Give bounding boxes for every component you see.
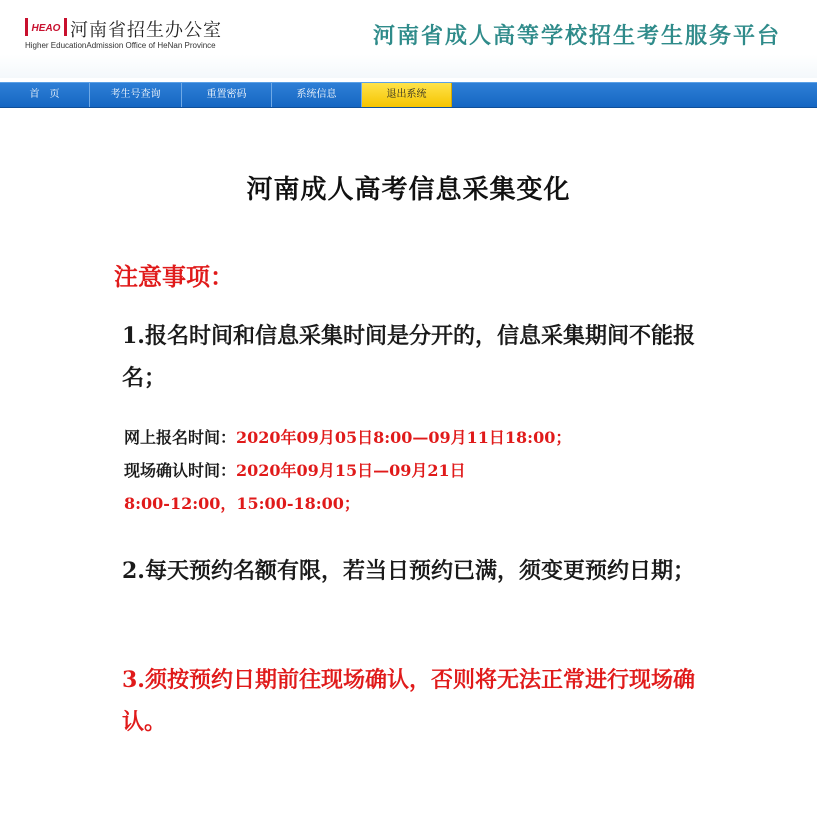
office-english-name: Higher EducationAdmission Office of HeNan Province: [25, 41, 216, 50]
onsite-confirmation-hours: 8:00-12:00，15:00-18:00；: [124, 494, 360, 513]
online-registration-time: [124, 422, 571, 454]
notice-content: [0, 107, 817, 815]
nav-reset-password[interactable]: 重置密码: [182, 83, 272, 107]
notice-point-1: 1.报名时间和信息采集时间是分开的，信息采集期间不能报名；: [122, 323, 695, 391]
nav-system-info[interactable]: 系统信息: [272, 83, 362, 107]
office-name: 河南省招生办公室: [70, 20, 222, 41]
logo-abbr: HEAO: [31, 23, 61, 34]
nav-logout[interactable]: 退出系统: [362, 83, 452, 107]
notice-point-3: 3.须按预约日期前往现场确认，否则将无法正常进行现场确认。: [122, 667, 695, 735]
page-title: 河南成人高考信息采集变化: [246, 175, 571, 205]
onsite-confirmation-label: 现场确认时间：: [124, 461, 237, 480]
onsite-confirmation-time: [124, 455, 466, 487]
site-header: [0, 0, 817, 78]
platform-title: 河南省成人高等学校招生考生服务平台: [372, 24, 781, 49]
onsite-confirmation-value: 2020年09月15日—09月21日: [236, 461, 466, 480]
online-registration-label: 网上报名时间：: [124, 428, 237, 447]
notice-heading: 注意事项：: [114, 262, 234, 291]
nav-candidate-number-query[interactable]: 考生号查询: [90, 83, 182, 107]
nav-home[interactable]: 首 页: [0, 83, 90, 107]
heao-logo-icon: [24, 16, 68, 38]
main-navigation: [0, 82, 817, 108]
notice-point-2: 2.每天预约名额有限，若当日预约已满，须变更预约日期；: [122, 558, 695, 584]
online-registration-value: 2020年09月05日8:00—09月11日18:00；: [236, 428, 572, 447]
